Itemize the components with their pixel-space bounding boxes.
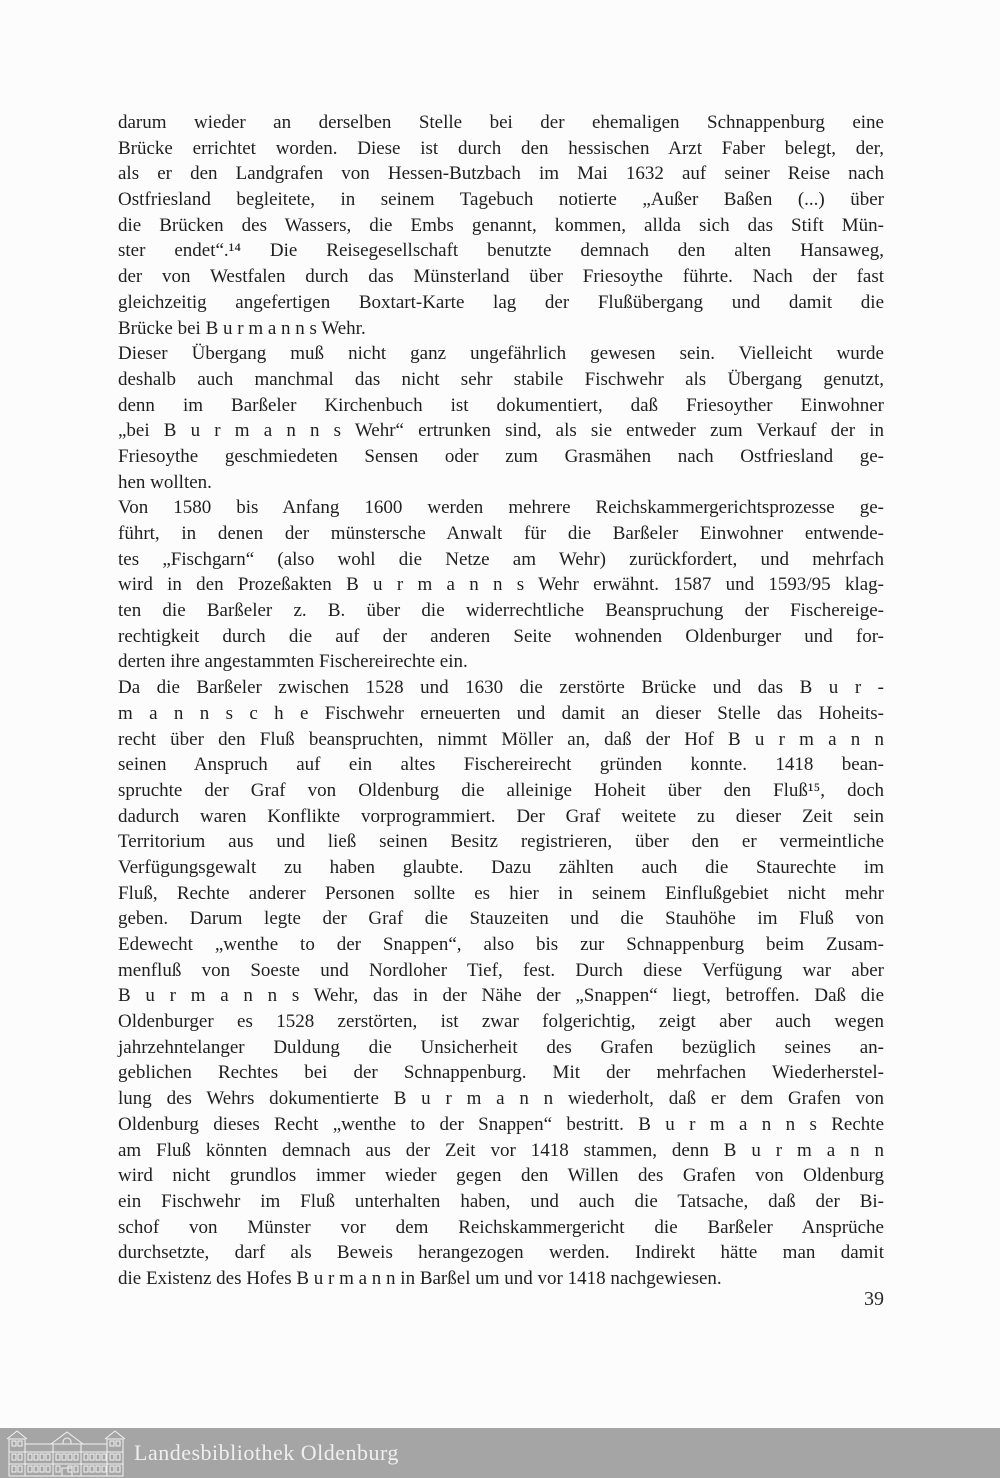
- text-line: Ostfriesland begleitete, in seinem Tagebuch notierte „Außer Baßen (...) über: [118, 189, 884, 211]
- text-line: gleichzeitig angefertigen Boxtart-Karte lag der Flußübergang und damit die: [118, 291, 884, 313]
- text-line: die Brücken des Wassers, die Embs genannt, kommen, allda sich das Stift Mün-: [118, 214, 884, 236]
- text-line: Brücke errichtet worden. Diese ist durch den hessischen Arzt Faber belegt, der,: [118, 137, 884, 159]
- text-line: Territorium aus und ließ seinen Besitz registrieren, über den er vermeintliche: [118, 831, 884, 853]
- text-line: die Existenz des Hofes B u r m a n n in Barßel um und vor 1418 nachgewiesen.: [118, 1267, 722, 1289]
- library-building-icon: [6, 1430, 126, 1477]
- text-line: B u r m a n n s Wehr, das in der Nähe der „Snappen“ liegt, betroffen. Daß die: [118, 985, 884, 1007]
- text-line: spruchte der Graf von Oldenburg die alleinige Hoheit über den Fluß¹⁵, doch: [118, 779, 884, 801]
- text-line: hen wollten.: [118, 471, 212, 493]
- text-line: ein Fischwehr im Fluß unterhalten haben, und auch die Tatsache, daß der Bi-: [118, 1190, 884, 1212]
- text-line: Brücke bei B u r m a n n s Wehr.: [118, 317, 366, 339]
- text-line: „bei B u r m a n n s Wehr“ ertrunken sind, als sie entweder zum Verkauf der in: [118, 420, 884, 442]
- text-line: derten ihre angestammten Fischereirechte ein.: [118, 651, 468, 673]
- text-line: seinen Anspruch auf ein altes Fischereirecht gründen konnte. 1418 bean-: [118, 754, 884, 776]
- text-line: schof von Münster vor dem Reichskammergericht die Barßeler Ansprüche: [118, 1216, 884, 1238]
- text-line: lung des Wehrs dokumentierte B u r m a n n wiederholt, daß er dem Grafen von: [118, 1088, 884, 1110]
- text-line: wird nicht grundlos immer wieder gegen den Willen des Grafen von Oldenburg: [118, 1165, 884, 1187]
- text-line: Oldenburger es 1528 zerstörten, ist zwar folgerichtig, zeigt aber auch wegen: [118, 1011, 884, 1033]
- text-line: deshalb auch manchmal das nicht sehr stabile Fischwehr als Übergang genutzt,: [118, 368, 884, 390]
- text-line: denn im Barßeler Kirchenbuch ist dokumentiert, daß Friesoyther Einwohner: [118, 394, 884, 416]
- text-line: darum wieder an derselben Stelle bei der ehemaligen Schnappenburg eine: [118, 112, 884, 133]
- text-line: ster endet“.¹⁴ Die Reisegesellschaft benutzte demnach den alten Hansaweg,: [118, 240, 884, 262]
- text-line: Oldenburg dieses Recht „wenthe to der Snappen“ bestritt. B u r m a n n s Rechte: [118, 1113, 884, 1135]
- page-text: [118, 110, 884, 1292]
- text-line: als er den Landgrafen von Hessen-Butzbach im Mai 1632 auf seiner Reise nach: [118, 163, 884, 185]
- text-line: dadurch waren Konflikte vorprogrammiert. Der Graf weitete zu dieser Zeit sein: [118, 805, 884, 827]
- page-number: 39: [864, 1288, 884, 1310]
- text-line: geblichen Rechtes bei der Schnappenburg. Mit der mehrfachen Wiederherstel-: [118, 1062, 884, 1084]
- text-line: Friesoythe geschmiedeten Sensen oder zum Grasmähen nach Ostfriesland ge-: [118, 445, 884, 467]
- text-line: Von 1580 bis Anfang 1600 werden mehrere Reichskammergerichtsprozesse ge-: [118, 497, 884, 519]
- text-line: am Fluß könnten demnach aus der Zeit vor 1418 stammen, denn B u r m a n n: [118, 1139, 884, 1161]
- text-line: jahrzehntelanger Duldung die Unsicherheit des Grafen bezüglich seines an-: [118, 1036, 884, 1058]
- text-line: ten die Barßeler z. B. über die widerrechtliche Beanspruchung der Fischereige-: [118, 600, 884, 622]
- paragraph: [118, 675, 884, 1292]
- text-line: Da die Barßeler zwischen 1528 und 1630 die zerstörte Brücke und das B u r -: [118, 677, 884, 699]
- text-line: der von Westfalen durch das Münsterland über Friesoythe führte. Nach der fast: [118, 266, 884, 288]
- paragraph: [118, 495, 884, 675]
- library-footer-bar: [0, 1428, 1000, 1478]
- text-line: Edewecht „wenthe to der Snappen“, also bis zur Schnappenburg beim Zusam-: [118, 934, 884, 955]
- text-line: geben. Darum legte der Graf die Stauzeiten und die Stauhöhe im Fluß von: [118, 908, 884, 930]
- text-line: m a n n s c h e Fischwehr erneuerten und damit an dieser Stelle das Hoheits-: [118, 702, 884, 724]
- text-line: führt, in denen der münstersche Anwalt für die Barßeler Einwohner entwende-: [118, 523, 884, 544]
- text-line: durchsetzte, darf als Beweis herangezogen werden. Indirekt hätte man damit: [118, 1242, 884, 1264]
- text-line: Fluß, Rechte anderer Personen sollte es hier in seinem Einflußgebiet nicht mehr: [118, 882, 884, 904]
- text-line: rechtigkeit durch die auf der anderen Seite wohnenden Oldenburger und for-: [118, 625, 884, 647]
- text-line: Verfügungsgewalt zu haben glaubte. Dazu zählten auch die Staurechte im: [118, 856, 884, 878]
- text-line: Dieser Übergang muß nicht ganz ungefährlich gewesen sein. Vielleicht wurde: [118, 343, 884, 365]
- text-line: menfluß von Soeste und Nordloher Tief, fest. Durch diese Verfügung war aber: [118, 959, 884, 981]
- paragraph: [118, 341, 884, 495]
- library-name-label: Landesbibliothek Oldenburg: [134, 1440, 399, 1465]
- text-line: tes „Fischgarn“ (also wohl die Netze am Wehr) zurückfordert, und mehrfach: [118, 548, 884, 570]
- text-line: recht über den Fluß beanspruchten, nimmt Möller an, daß der Hof B u r m a n n: [118, 728, 884, 750]
- paragraph: [118, 110, 884, 341]
- text-line: wird in den Prozeßakten B u r m a n n s Wehr erwähnt. 1587 und 1593/95 klag-: [118, 574, 884, 596]
